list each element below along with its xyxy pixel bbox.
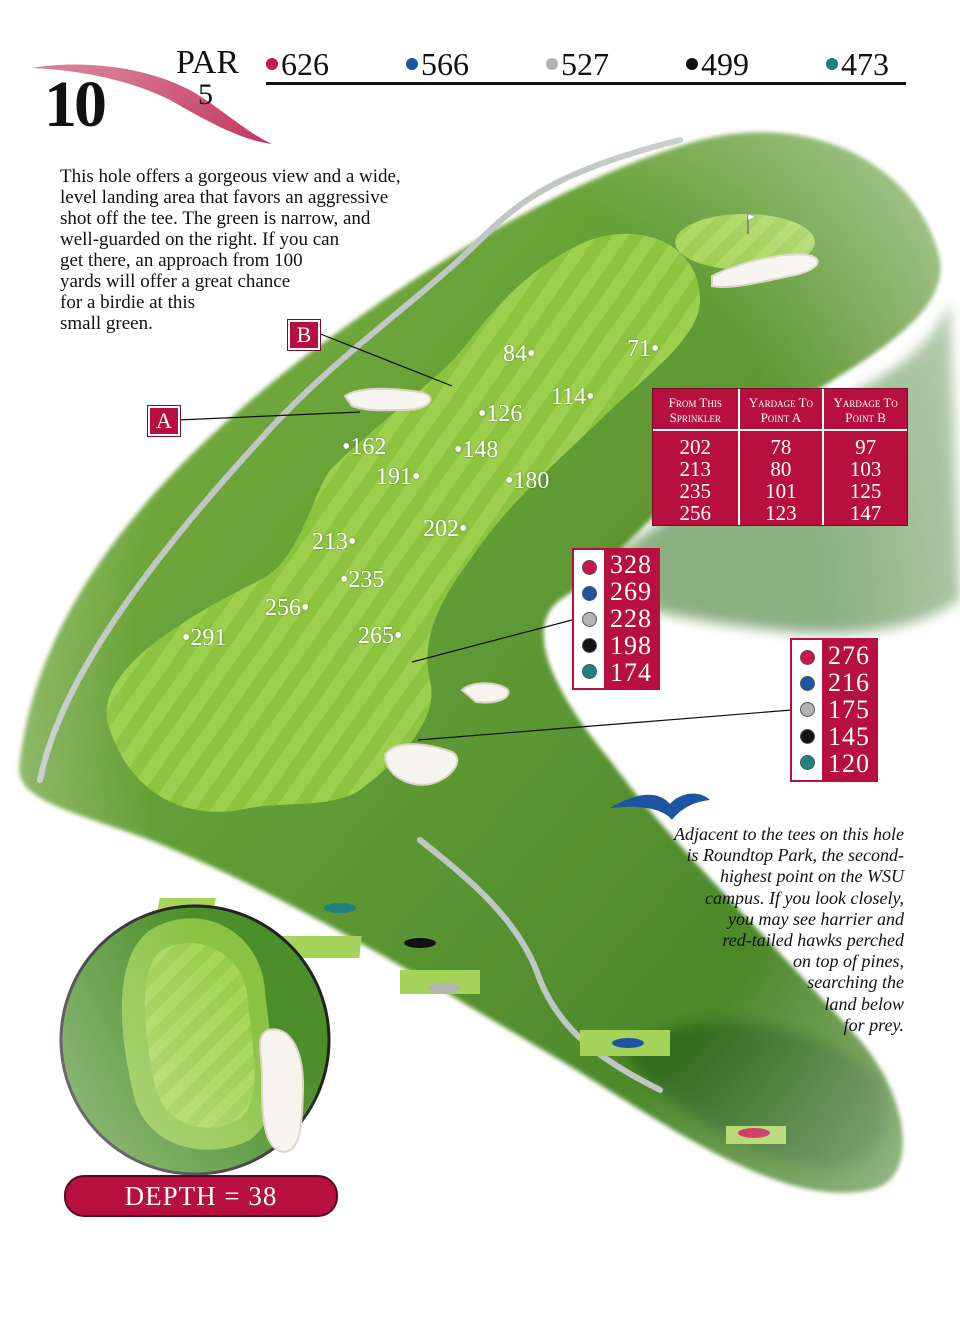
tee-blue (406, 48, 469, 80)
note-line: on top of pines, (793, 951, 904, 972)
red-tee-dot-icon (266, 58, 278, 70)
teal-tee-dot-icon (800, 755, 815, 770)
hazard-distance: 145 (828, 722, 870, 752)
hazard-distance: 216 (828, 667, 870, 697)
table-row: 213 80 103 (653, 459, 907, 481)
sprinkler-yardage-table (652, 388, 908, 526)
tee-teal (826, 48, 889, 80)
par-value: 5 (198, 78, 213, 111)
red-tee-dot-icon (582, 560, 597, 575)
hazard-distance: 328 (610, 550, 652, 580)
hazard-distance: 269 (610, 577, 652, 607)
blue-tee-dot-icon (800, 676, 815, 691)
note-line: campus. If you look closely, (705, 887, 904, 908)
wildlife-note (560, 824, 904, 1036)
tee-black (686, 48, 749, 80)
table-row: 202 78 97 (653, 430, 907, 460)
description-line: well-guarded on the right. If you can (60, 229, 340, 250)
yardage-label: •126 (478, 401, 523, 427)
yardage-label: 213• (312, 529, 357, 555)
yardage-label: 256• (265, 595, 310, 621)
tee-yardage: 566 (421, 46, 469, 82)
yardage-label: •148 (454, 437, 499, 463)
description-line: small green. (60, 313, 153, 334)
note-line: you may see harrier and (728, 908, 904, 929)
description-line: yards will offer a great chance (60, 271, 291, 292)
description-line: get there, an approach from 100 (60, 250, 303, 271)
yardage-label: •291 (182, 625, 227, 651)
note-line: is Roundtop Park, the second- (686, 845, 904, 866)
yardage-label: •162 (342, 434, 387, 460)
yardage-label: 191• (376, 464, 421, 490)
yardage-label: 202• (423, 516, 468, 542)
white-tee-dot-icon (800, 702, 815, 717)
green-depth-badge: DEPTH = 38 (64, 1175, 338, 1217)
white-tee-dot-icon (582, 612, 597, 627)
hazard-distance: 175 (828, 694, 870, 724)
par-label: PAR (176, 44, 240, 81)
hole-number: 10 (44, 68, 104, 141)
tee-yardage: 473 (841, 46, 889, 82)
note-line: for prey. (843, 1014, 904, 1035)
table-header: From This Sprinkler (653, 389, 739, 430)
hazard-distance: 174 (610, 657, 652, 687)
tee-yardage: 527 (561, 46, 609, 82)
blue-tee-dot-icon (582, 586, 597, 601)
black-tee-dot-icon (800, 729, 815, 744)
yardage-label: •235 (340, 567, 385, 593)
hazard-distance: 276 (828, 640, 870, 670)
hazard-distance: 228 (610, 603, 652, 633)
yardage-label: 71• (627, 336, 660, 362)
note-line: land below (824, 993, 904, 1014)
description-line: level landing area that favors an aggressive (60, 187, 389, 208)
white-tee-dot-icon (546, 58, 558, 70)
note-line: highest point on the WSU (720, 866, 904, 887)
black-tee-dot-icon (582, 638, 597, 653)
yardage-label: •180 (505, 468, 550, 494)
tee-white (546, 48, 609, 80)
red-tee-dot-icon (800, 650, 815, 665)
yardage-label: 114• (551, 384, 595, 410)
yardage-label: 84• (503, 341, 536, 367)
hazard-distance-box (572, 548, 660, 690)
hazard-distance-box (790, 638, 878, 782)
note-line: red-tailed hawks perched (722, 930, 904, 951)
blue-tee-dot-icon (406, 58, 418, 70)
yardage-label: 265• (358, 623, 403, 649)
table-header: Yardage To Point A (739, 389, 824, 430)
table-row: 256 123 147 (653, 503, 907, 525)
hole-description (60, 166, 460, 334)
table-header: Yardage To Point B (823, 389, 907, 430)
black-tee-dot-icon (686, 58, 698, 70)
description-line: for a birdie at this (60, 292, 196, 313)
description-line: This hole offers a gorgeous view and a wide, (60, 166, 401, 187)
note-line: Adjacent to the tees on this hole (674, 824, 904, 844)
point-b-marker: B (288, 320, 320, 350)
hazard-distance: 198 (610, 630, 652, 660)
hazard-distance: 120 (828, 749, 870, 779)
tee-red (266, 48, 329, 80)
tee-yardage: 499 (701, 46, 749, 82)
table-row: 235 101 125 (653, 481, 907, 503)
note-line: searching the (807, 972, 904, 993)
tee-yardage: 626 (281, 46, 329, 82)
description-line: shot off the tee. The green is narrow, and (60, 208, 371, 229)
teal-tee-dot-icon (582, 664, 597, 679)
tee-yardages (266, 46, 906, 85)
teal-tee-dot-icon (826, 58, 838, 70)
point-a-marker: A (148, 406, 180, 436)
